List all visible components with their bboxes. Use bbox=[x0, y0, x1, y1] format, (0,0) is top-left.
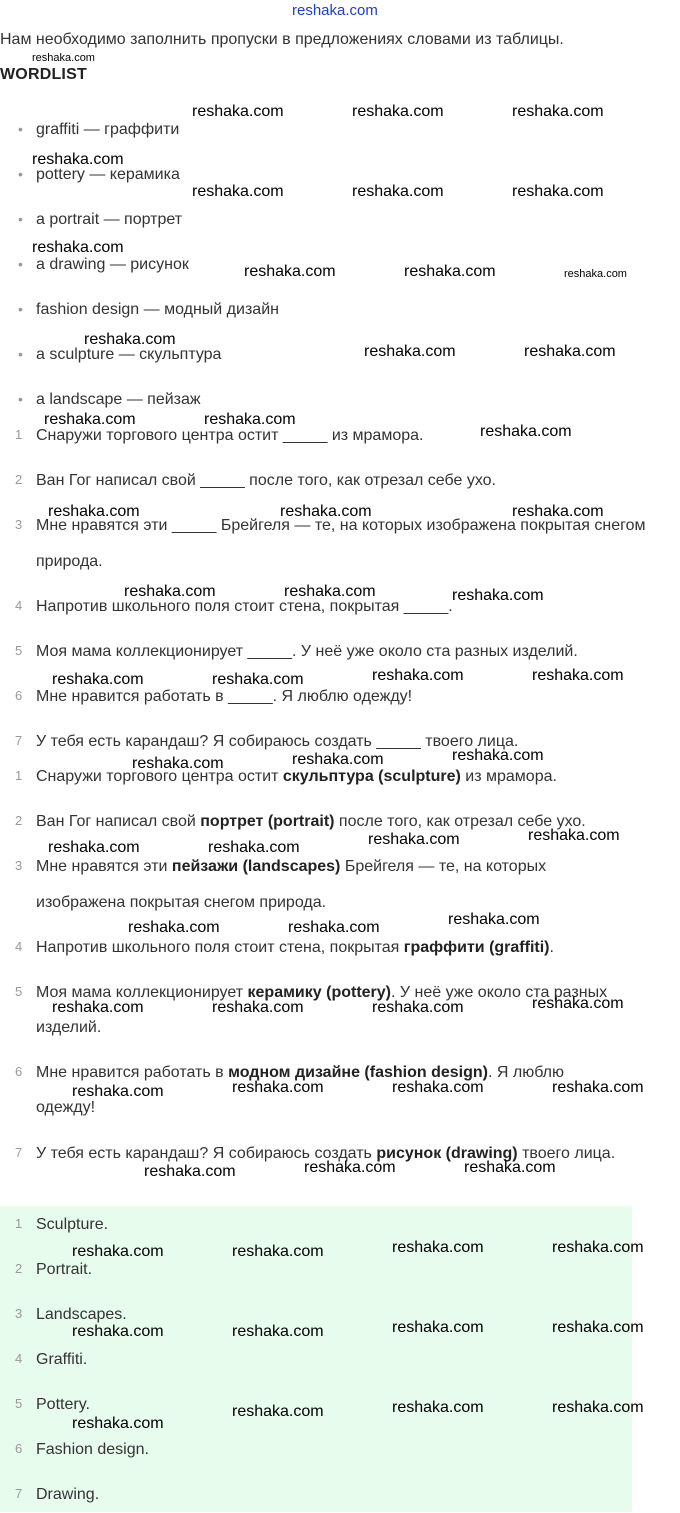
watermark: reshaka.com bbox=[44, 411, 136, 428]
bullet-icon: • bbox=[18, 166, 23, 182]
answer-bold: керамику (pottery) bbox=[247, 984, 391, 1001]
watermark: reshaka.com bbox=[552, 1319, 644, 1336]
watermark: reshaka.com bbox=[464, 1159, 556, 1176]
watermark: reshaka.com bbox=[52, 999, 144, 1016]
watermark: reshaka.com bbox=[512, 183, 604, 200]
bullet-icon: • bbox=[18, 121, 23, 137]
watermark: reshaka.com bbox=[352, 183, 444, 200]
watermark: reshaka.com bbox=[288, 919, 380, 936]
bullet-icon: • bbox=[18, 346, 23, 362]
watermark: reshaka.com bbox=[192, 183, 284, 200]
watermark: reshaka.com bbox=[392, 1079, 484, 1096]
watermark: reshaka.com bbox=[144, 1163, 236, 1180]
answer-bold: рисунок (drawing) bbox=[376, 1145, 518, 1162]
watermark: reshaka.com bbox=[552, 1079, 644, 1096]
answer-bold: модном дизайне (fashion design) bbox=[228, 1064, 488, 1081]
watermark: reshaka.com bbox=[364, 343, 456, 360]
intro-text: Нам необходимо заполнить пропуски в предложениях словами из таблицы. bbox=[0, 31, 564, 48]
watermark: reshaka.com bbox=[32, 52, 95, 64]
answer-bold: граффити (graffiti) bbox=[403, 939, 550, 956]
watermark: reshaka.com bbox=[292, 751, 384, 768]
watermark: reshaka.com bbox=[452, 587, 544, 604]
watermark: reshaka.com bbox=[204, 411, 296, 428]
wordlist-item: • a drawing — рисунок bbox=[18, 256, 189, 273]
wordlist-item: • a landscape — пейзаж bbox=[18, 391, 201, 408]
watermark: reshaka.com bbox=[392, 1399, 484, 1416]
watermark: reshaka.com bbox=[304, 1159, 396, 1176]
watermark: reshaka.com bbox=[372, 667, 464, 684]
watermark: reshaka.com bbox=[232, 1323, 324, 1340]
watermark: reshaka.com bbox=[524, 343, 616, 360]
watermark: reshaka.com bbox=[452, 747, 544, 764]
wordlist-title: WORDLIST bbox=[0, 66, 87, 83]
wordlist-item: • fashion design — модный дизайн bbox=[18, 301, 279, 318]
bullet-icon: • bbox=[18, 256, 23, 272]
watermark: reshaka.com bbox=[512, 503, 604, 520]
watermark: reshaka.com bbox=[232, 1403, 324, 1420]
watermark: reshaka.com bbox=[208, 839, 300, 856]
watermark: reshaka.com bbox=[48, 839, 140, 856]
watermark: reshaka.com bbox=[72, 1243, 164, 1260]
watermark: reshaka.com bbox=[528, 827, 620, 844]
watermark: reshaka.com bbox=[552, 1399, 644, 1416]
watermark: reshaka.com bbox=[232, 1079, 324, 1096]
watermark: reshaka.com bbox=[480, 423, 572, 440]
watermark: reshaka.com bbox=[128, 919, 220, 936]
watermark: reshaka.com bbox=[448, 911, 540, 928]
watermark: reshaka.com bbox=[212, 671, 304, 688]
watermark: reshaka.com bbox=[532, 667, 624, 684]
watermark: reshaka.com bbox=[232, 1243, 324, 1260]
watermark: reshaka.com bbox=[132, 755, 224, 772]
watermark: reshaka.com bbox=[244, 263, 336, 280]
watermark: reshaka.com bbox=[284, 583, 376, 600]
bullet-icon: • bbox=[18, 391, 23, 407]
watermark: reshaka.com bbox=[532, 995, 624, 1012]
watermark: reshaka.com bbox=[72, 1323, 164, 1340]
watermark: reshaka.com bbox=[124, 583, 216, 600]
watermark: reshaka.com bbox=[72, 1083, 164, 1100]
watermark: reshaka.com bbox=[352, 103, 444, 120]
watermark: reshaka.com bbox=[392, 1319, 484, 1336]
watermark: reshaka.com bbox=[48, 503, 140, 520]
watermark: reshaka.com bbox=[212, 999, 304, 1016]
watermark: reshaka.com bbox=[192, 103, 284, 120]
wordlist-item: • graffiti — граффити bbox=[18, 121, 180, 138]
watermark: reshaka.com bbox=[404, 263, 496, 280]
watermark: reshaka.com bbox=[72, 1415, 164, 1432]
watermark: reshaka.com bbox=[372, 999, 464, 1016]
bullet-icon: • bbox=[18, 211, 23, 227]
watermark: reshaka.com bbox=[32, 239, 124, 256]
watermark: reshaka.com bbox=[392, 1239, 484, 1256]
wordlist-item: • a portrait — портрет bbox=[18, 211, 183, 228]
watermark: reshaka.com bbox=[84, 331, 176, 348]
wordlist-item: • pottery — керамика bbox=[18, 166, 180, 183]
watermark: reshaka.com bbox=[552, 1239, 644, 1256]
watermark: reshaka.com bbox=[280, 503, 372, 520]
answer-bold: портрет (portrait) bbox=[200, 813, 335, 830]
wordlist-item: • a sculpture — скульптура bbox=[18, 346, 222, 363]
watermark: reshaka.com bbox=[52, 671, 144, 688]
answer-bold: скульптура (sculpture) bbox=[282, 768, 461, 785]
watermark: reshaka.com bbox=[32, 151, 124, 168]
watermark: reshaka.com bbox=[512, 103, 604, 120]
watermark: reshaka.com bbox=[368, 831, 460, 848]
answer-bold: пейзажи (landscapes) bbox=[171, 858, 341, 875]
watermark: reshaka.com bbox=[564, 268, 627, 280]
bullet-icon: • bbox=[18, 301, 23, 317]
site-header-link[interactable]: reshaka.com bbox=[292, 2, 378, 19]
